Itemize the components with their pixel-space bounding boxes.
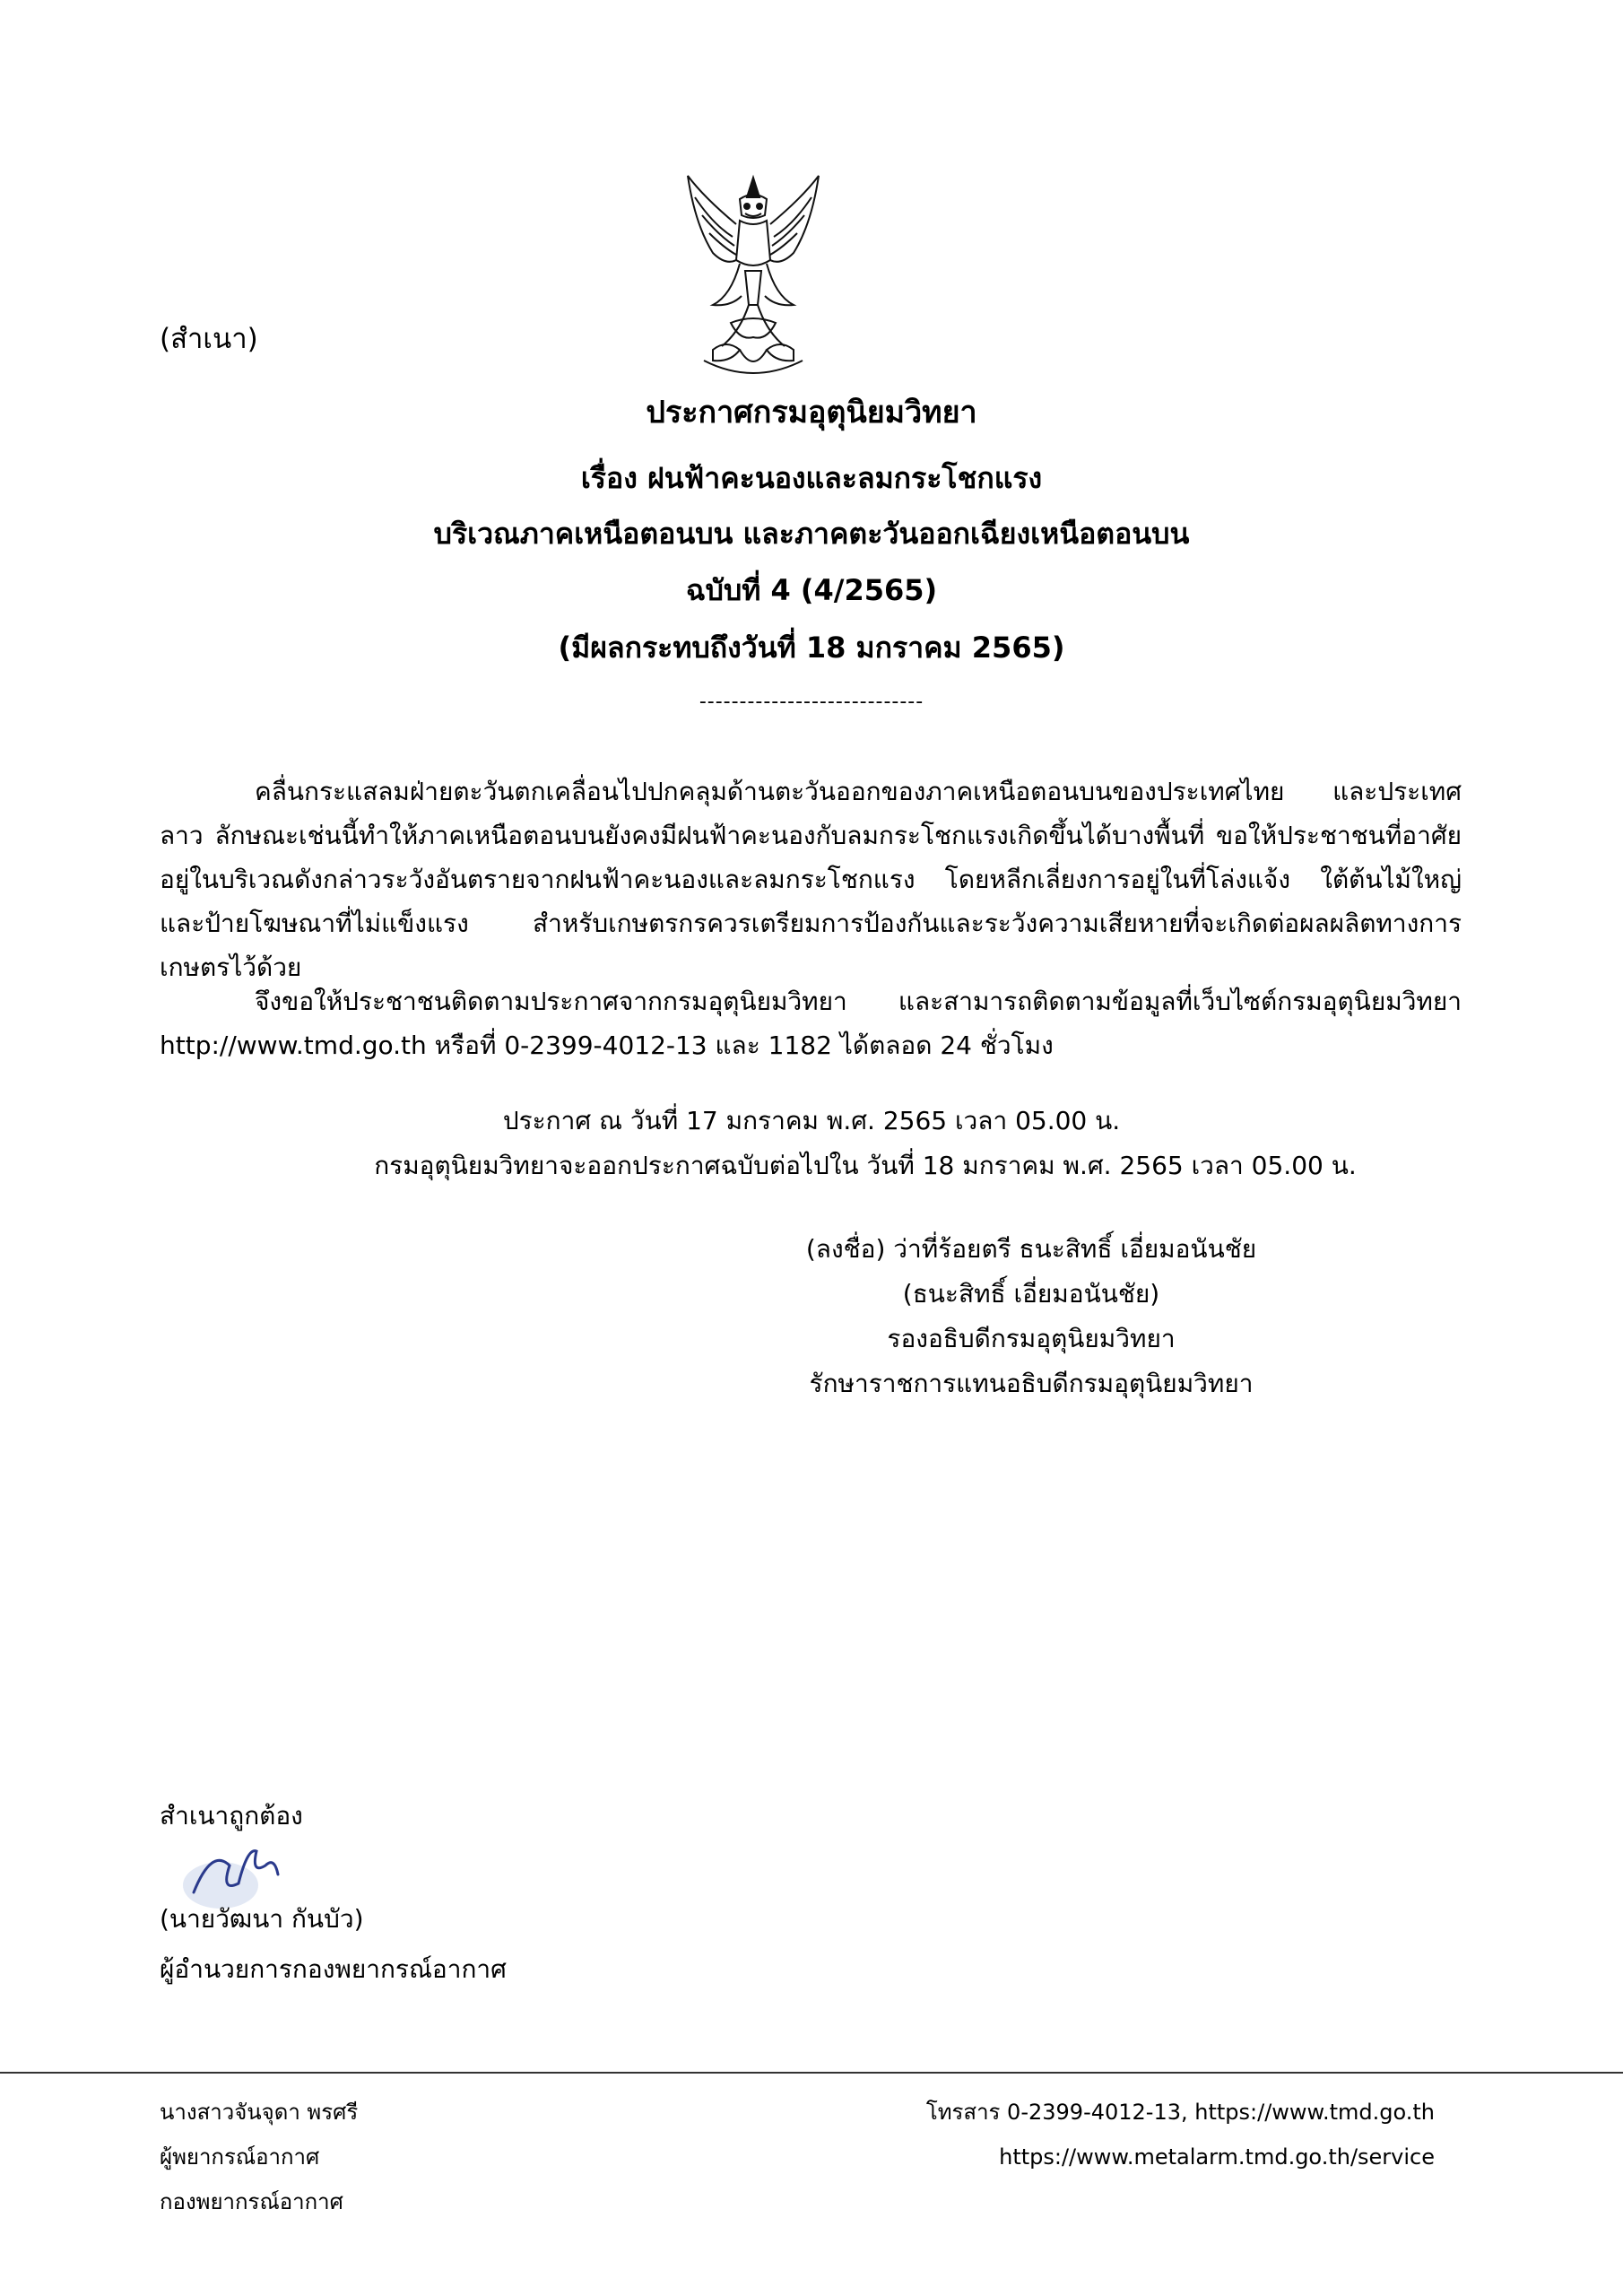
issued-datetime: ประกาศ ณ วันที่ 17 มกราคม พ.ศ. 2565 เวลา 05.00 น. — [502, 1106, 1121, 1135]
header-divider: ---------------------------- — [699, 691, 924, 713]
certifier-title: ผู้อำนวยการกองพยากรณ์อากาศ — [160, 1954, 507, 1984]
signer-acting-position: รักษาราชการแทนอธิบดีกรมอุตุนิยมวิทยา — [809, 1369, 1254, 1398]
announcement-effective-date: (มีผลกระทบถึงวันที่ 18 มกราคม 2565) — [558, 631, 1065, 665]
announcement-title: ประกาศกรมอุตุนิยมวิทยา — [646, 395, 977, 430]
announcement-area: บริเวณภาคเหนือตอนบน และภาคตะวันออกเฉียงเหนือตอนบน — [433, 517, 1190, 551]
signer-name: (ธนะสิทธิ์ เอี่ยมอนันชัย) — [902, 1279, 1160, 1309]
signed-by: (ลงชื่อ) ว่าที่ร้อยตรี ธนะสิทธิ์ เอี่ยมอนันชัย — [805, 1234, 1257, 1264]
garuda-emblem-icon — [677, 170, 829, 377]
body-paragraph-1: คลื่นกระแสลมฝ่ายตะวันตกเคลื่อนไปปกคลุมด้านตะวันออกของภาคเหนือตอนบนของประเทศไทย และประเทศลาว ลักษณะเช่นนี้ทำให้ภาคเหนือตอนบนยังคงมีฝนฟ้าคะนองกับลมกระโชกแรงเกิดขึ้นได้บางพื้นที่ ขอให้ประชาชนที่อาศัยอยู่ในบริเวณดังกล่าวระวังอันตรายจากฝนฟ้าคะนองและลมกระโชกแรง โดยหลีกเลี่ยงการอยู่ในที่โล่งแจ้ง ใต้ต้นไม้ใหญ่ และป้ายโฆษณาที่ไม่แข็งแรง สำหรับเกษตรกรควรเตรียมการป้องกันและระวังความเสียหายที่จะเกิดต่อผลผลิตทางการเกษตรไว้ด้วย — [160, 777, 1462, 982]
certified-copy-label: สำเนาถูกต้อง — [160, 1801, 303, 1831]
certifier-name: (นายวัฒนา กันบัว) — [160, 1904, 364, 1934]
footer-left — [160, 2090, 358, 2224]
footer-divider — [0, 2072, 1623, 2074]
next-issue-datetime: กรมอุตุนิยมวิทยาจะออกประกาศฉบับต่อไปใน วันที่ 18 มกราคม พ.ศ. 2565 เวลา 05.00 น. — [374, 1151, 1357, 1180]
footer-contact: โทรสาร 0-2399-4012-13, https://www.tmd.go.th — [925, 2100, 1435, 2125]
announcement-issue: ฉบับที่ 4 (4/2565) — [685, 573, 938, 607]
footer-division: กองพยากรณ์อากาศ — [160, 2189, 343, 2214]
footer-service-url: https://www.metalarm.tmd.go.th/service — [999, 2144, 1435, 2170]
footer-forecaster-role: ผู้พยากรณ์อากาศ — [160, 2144, 320, 2170]
footer-right — [926, 2090, 1435, 2179]
signer-position: รองอธิบดีกรมอุตุนิยมวิทยา — [887, 1324, 1176, 1353]
footer-forecaster-name: นางสาวจันจุดา พรศรี — [160, 2100, 359, 2125]
copy-mark: (สำเนา) — [160, 323, 258, 355]
body-paragraph-2: จึงขอให้ประชาชนติดตามประกาศจากกรมอุตุนิยมวิทยา และสามารถติดตามข้อมูลที่เว็บไซต์กรมอุตุนิยมวิทยา http://www.tmd.go.th หรือที่ 0-2399-4012-13 และ 1182 ได้ตลอด 24 ชั่วโมง — [160, 987, 1462, 1060]
signature-block — [717, 1227, 1345, 1406]
announcement-subject: เรื่อง ฝนฟ้าคะนองและลมกระโชกแรง — [580, 461, 1043, 495]
